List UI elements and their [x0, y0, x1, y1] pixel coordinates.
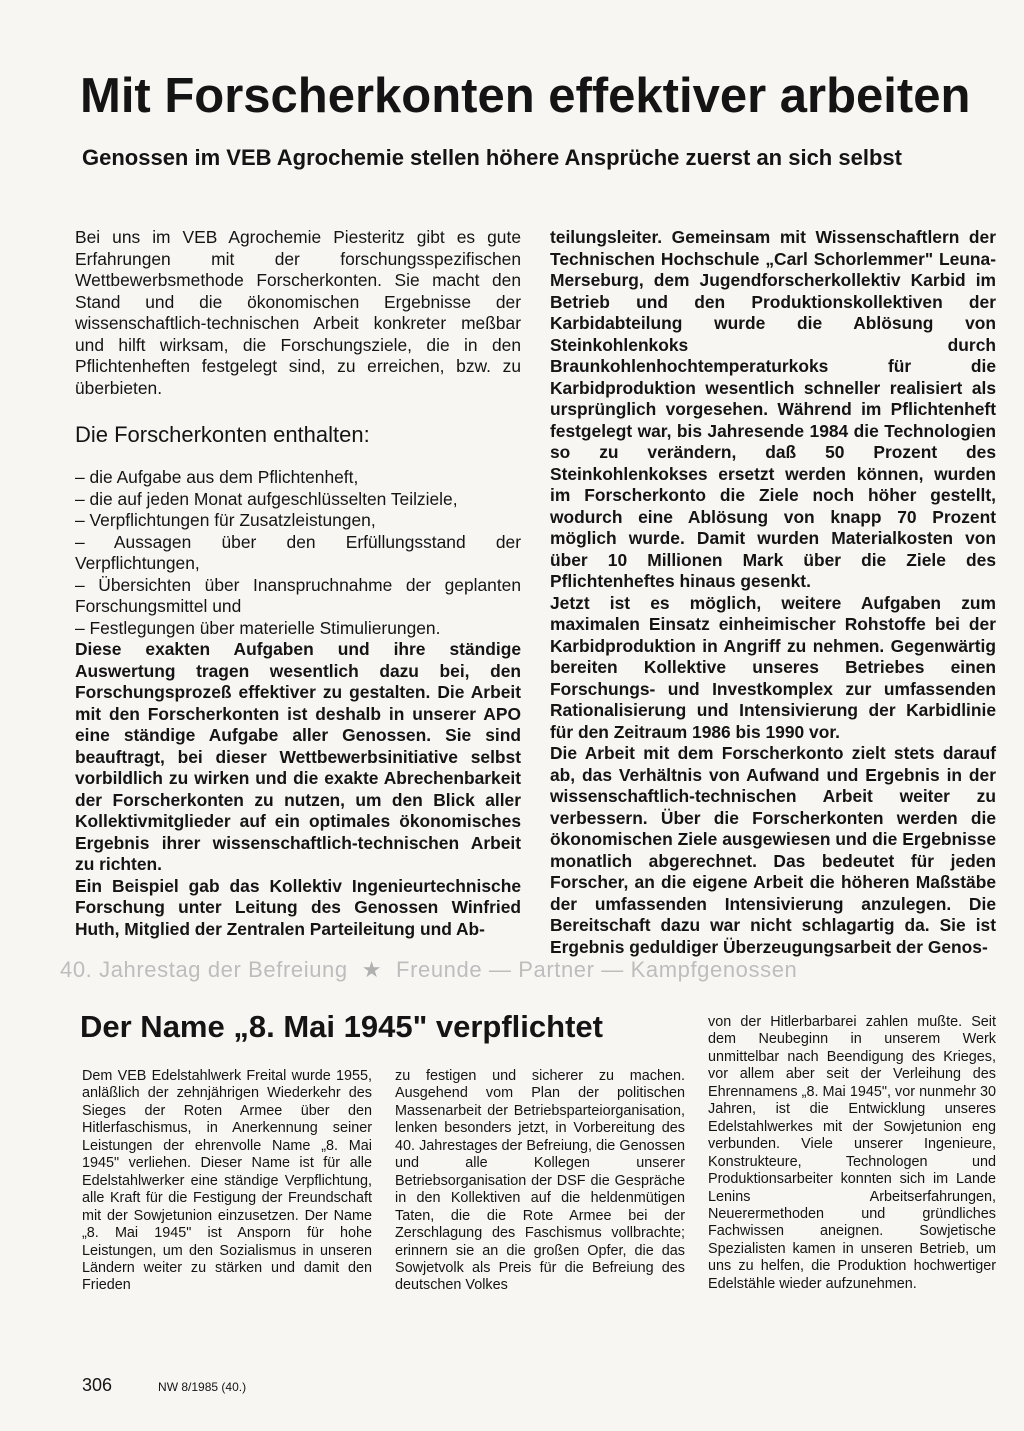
body-paragraph: Dem VEB Edelstahlwerk Freital wurde 1955, anläßlich der zehnjährigen Wiederkehr des Sieges der Roten Armee über den Hitlerfaschismus, in Anerkennung seiner Leistungen der ehrenvolle Name „8. Mai 1945" verliehen. Dieser Name ist für alle Edelstahlwerker eine ständige Verpflichtung, alle Kraft für die Festigung der Freundschaft mit der Sowjetunion einzusetzen. Der Name „8. Mai 1945" ist Ansporn für hohe Leistungen, um den Sozialismus in unseren Ländern weiter zu stärken und damit den Frieden — [82, 1068, 372, 1294]
body-paragraph: Diese exakten Aufgaben und ihre ständige Auswertung tragen wesentlich dazu bei, den Forschungsprozeß effektiver zu gestalten. Die Arbeit mit den Forscherkonten ist deshalb in unserer APO eine ständige Aufgabe aller Genossen. Sie sind beauftragt, bei dieser Wettbewerbsinitiative selbst vorbildlich zu wirken und die exakte Abrechenbarkeit der Forscherkonten zu nutzen, um den Blick aller Kollektivmitglieder auf ein optimales ökonomisches Ergebnis ihrer wissenschaftlich-technischen Arbeit zu richten. — [75, 639, 521, 874]
list-item: – die Aufgabe aus dem Pflichtenheft, — [75, 467, 359, 487]
article-title: Mit Forscherkonten effektiver arbeiten — [80, 69, 971, 123]
article-subtitle: Genossen im VEB Agrochemie stellen höhere Ansprüche zuerst an sich selbst — [82, 145, 902, 170]
body-paragraph: Die Arbeit mit dem Forscherkonto zielt stets darauf ab, das Verhältnis von Aufwand und Ergebnis in der wissenschaftlich-technischen Arbeit weiter zu verbessern. Über die Forscherkonten werden die ökonomischen Ziele ausgewiesen und die Ergebnisse monatlich abgerechnet. Das bedeutet für jeden Forscher, an die eigene Arbeit die höheren Maßstäbe der umfassenden Intensivierung anzulegen. Die Bereitschaft dazu war nicht schlagartig da. Sie ist Ergebnis geduldiger Überzeugungsarbeit der Genos- — [550, 743, 996, 957]
star-icon: ★ — [361, 957, 383, 982]
body-paragraph: Jetzt ist es möglich, weitere Aufgaben zum maximalen Einsatz einheimischer Rohstoffe bei der Karbidproduktion in Angriff zu nehmen. Gegenwärtig bereiten Kollektive unseres Betriebes einen Forschungs- und Investkomplex zur umfassenden Rationalisierung und Intensivierung der Karbidlinie für den Zeitraum 1986 bis 1990 vor. — [550, 592, 996, 742]
article-column-right — [550, 227, 996, 958]
page-footer — [82, 1373, 582, 1397]
second-article-column-1 — [82, 1068, 372, 1295]
section-heading: Die Forscherkonten enthalten: — [75, 422, 370, 447]
body-paragraph: teilungsleiter. Gemeinsam mit Wissenschaftlern der Technischen Hochschule „Carl Schorlemmer" Leuna-Merseburg, dem Jugendforscherkollektiv Karbid im Betrieb und den Produktionskollektiven der Karbidabteilung wurde die Ablösung von Steinkohlenkoks durch Braunkohlenhochtemperaturkoks für die Karbidproduktion wesentlich schneller realisiert als ursprünglich vorgesehen. Während im Pflichtenheft festgelegt war, bis Jahresende 1984 die Technologien so zu verändern, daß 50 Prozent des Steinkohlenkokses ersetzt werden können, wurden im Forscherkonto die Ziele noch höher gestellt, wodurch eine Ablösung von knapp 70 Prozent möglich wurde. Damit wurden Materialkosten von über 10 Millionen Mark über die Ziele des Pflichtenheftes hinaus gesenkt. — [550, 227, 996, 591]
body-paragraph: Ein Beispiel gab das Kollektiv Ingenieurtechnische Forschung unter Leitung des Genossen Winfried Huth, Mitglied der Zentralen Parteileitung und Ab- — [75, 875, 521, 939]
issue-label: NW 8/1985 (40.) — [158, 1380, 247, 1394]
list-item: – Übersichten über Inanspruchnahme der geplanten Forschungsmittel und — [75, 574, 521, 616]
list-item: – die auf jeden Monat aufgeschlüsselten Teilziele, — [75, 488, 458, 509]
banner-text-left: 40. Jahrestag der Befreiung — [60, 957, 348, 982]
body-paragraph: zu festigen und sicherer zu machen. Ausgehend vom Plan der politischen Massenarbeit der Betriebsparteiorganisation, lenken besonders jetzt, in Vorbereitung des 40. Jahrestages der Befreiung, die Genossen und alle Kollegen unserer Betriebsorganisation der DSF die Gespräche in den Kollektiven auf die heldenmütigen Taten, die die Rote Armee bei der Zerschlagung des Faschismus vollbrachte; erinnern sie an die großen Opfer, die das Sowjetvolk als Preis für die Befreiung des deutschen Volkes — [395, 1068, 685, 1294]
contents-list — [75, 467, 521, 639]
second-article-title: Der Name „8. Mai 1945" verpflichtet — [80, 1009, 603, 1044]
intro-paragraph: Bei uns im VEB Agrochemie Piesteritz gibt es gute Erfahrungen mit der forschungsspezifischen Wettbewerbsmethode Forscherkonten. Sie macht den Stand und die ökonomischen Ergebnisse der wissenschaftlich-technischen Arbeit konkreter meßbar und hilft wirksam, die Forschungsziele, die in den Pflichtenheften festgelegt sind, zu erreichen, bzw. zu überbieten. — [75, 227, 521, 398]
body-paragraph: von der Hitlerbarbarei zahlen mußte. Seit dem Neubeginn in unserem Werk unmittelbar nach Beendigung des Krieges, vor allem aber seit der Verleihung des Ehrennamens „8. Mai 1945", vor nunmehr 30 Jahren, ist die Entwicklung unseres Edelstahlwerkes mit der Sowjetunion eng verbunden. Viele unserer Ingenieure, Konstrukteure, Technologen und Produktionsarbeiter konnten sich im Lande Lenins Arbeitserfahrungen, Neuerermethoden und gründliches Fachwissen aneignen. Sowjetische Spezialisten kamen in unseren Betrieb, um uns zu helfen, die Produktion hochwertiger Edelstähle wieder aufzunehmen. — [708, 1014, 996, 1292]
second-article-column-2 — [395, 1068, 685, 1295]
second-article-column-3 — [708, 1014, 996, 1293]
page-number: 306 — [82, 1375, 113, 1395]
banner-text-right: Freunde — Partner — Kampfgenossen — [396, 957, 798, 982]
list-item: – Aussagen über den Erfüllungsstand der Verpflichtungen, — [75, 531, 521, 573]
list-item: – Verpflichtungen für Zusatzleistungen, — [75, 510, 376, 530]
commemoration-banner — [60, 954, 1010, 986]
list-item: – Festlegungen über materielle Stimulierungen. — [75, 617, 441, 638]
article-column-left — [75, 227, 521, 940]
